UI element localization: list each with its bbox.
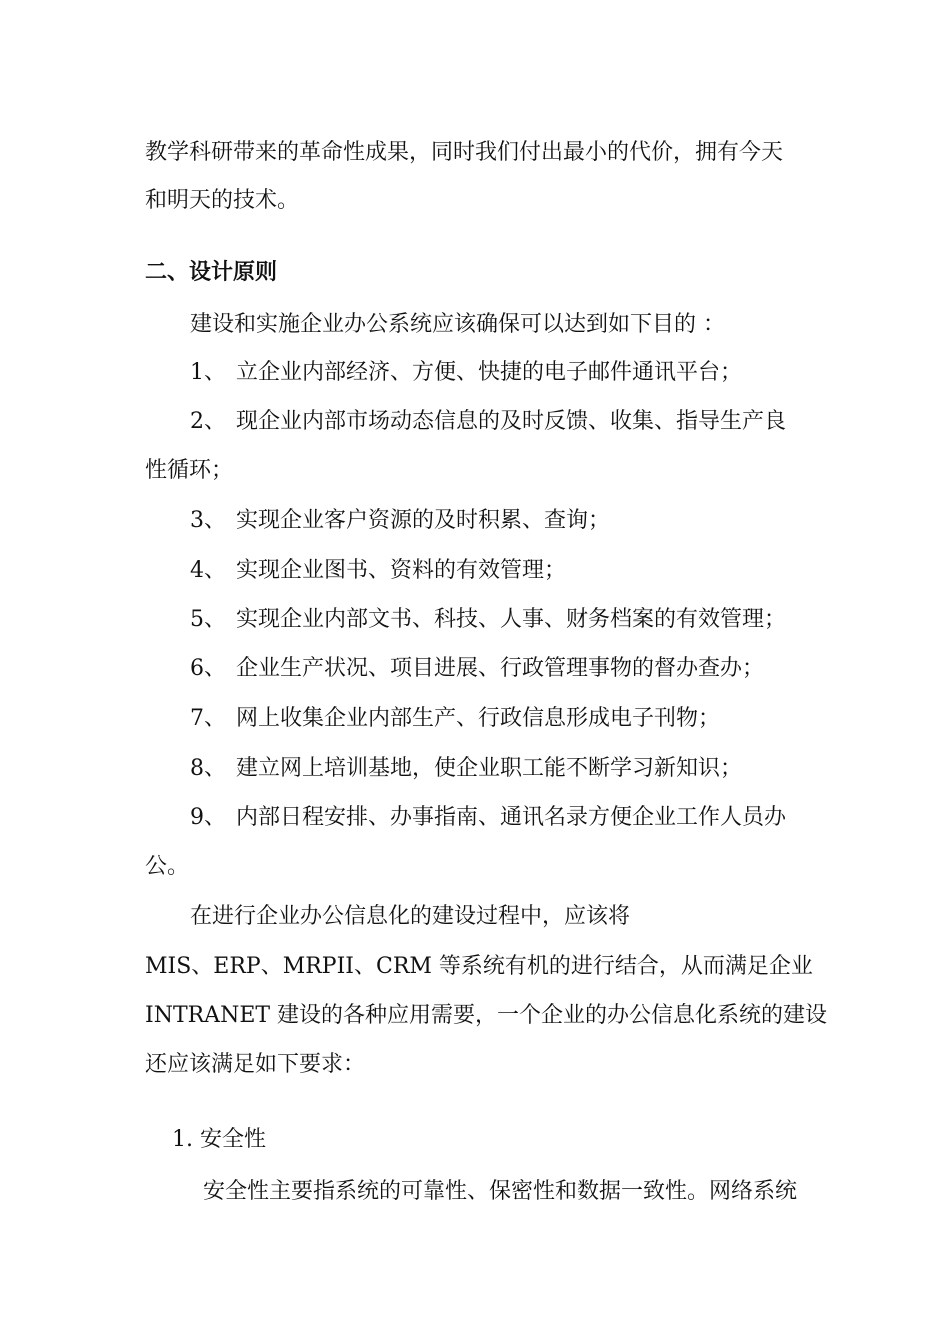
list-item-text: 立企业内部经济、方便、快捷的电子邮件通讯平台； <box>236 360 743 385</box>
list-item-number: 2、 <box>190 409 226 434</box>
list-item-text: 企业生产状况、项目进展、行政管理事物的督办查办； <box>236 656 765 681</box>
list-item-number: 9、 <box>190 805 226 830</box>
list-item-number: 6、 <box>190 656 226 681</box>
list-item-number: 7、 <box>190 706 226 731</box>
list-item-text: 内部日程安排、办事指南、通讯名录方便企业工作人员办 <box>236 805 787 830</box>
list-item-text: 实现企业内部文书、科技、人事、财务档案的有效管理； <box>236 607 787 632</box>
section-heading: 二、设计原则 <box>145 260 278 285</box>
list-item-number: 8、 <box>190 756 226 781</box>
paragraph-line: 在进行企业办公信息化的建设过程中，应该将 <box>190 904 631 929</box>
list-item <box>190 407 786 437</box>
section-lead: 建设和实施企业办公系统应该确保可以达到如下目的 ： <box>190 312 725 337</box>
list-item-number: 5、 <box>190 607 226 632</box>
list-item <box>190 704 720 734</box>
list-item-text: 实现企业客户资源的及时积累、查询； <box>236 508 611 533</box>
list-item-text: 现企业内部市场动态信息的及时反馈、收集、指导生产良 <box>236 409 787 434</box>
paragraph-line: 还应该满足如下要求： <box>145 1052 366 1077</box>
list-item <box>190 506 610 536</box>
list-item-text: 网上收集企业内部生产、行政信息形成电子刊物； <box>236 706 721 731</box>
list-item <box>190 605 786 635</box>
subsection-line-1: 安全性主要指系统的可靠性、保密性和数据一致性。网络系统 <box>203 1179 798 1204</box>
list-item <box>190 754 742 784</box>
list-item <box>190 556 566 586</box>
list-item-continuation: 性循环； <box>145 458 234 483</box>
subsection-heading: 1. 安全性 <box>172 1127 266 1152</box>
list-item-continuation: 公。 <box>145 854 190 879</box>
list-item-number: 4、 <box>190 558 226 583</box>
intro-line-2: 和明天的技术。 <box>145 188 300 213</box>
paragraph-line: INTRANET 建设的各种应用需要，一个企业的办公信息化系统的建设 <box>145 1003 828 1028</box>
paragraph-line: MIS、ERP、MRPII、CRM 等系统有机的进行结合，从而满足企业 <box>145 954 813 979</box>
intro-line-1: 教学科研带来的革命性成果，同时我们付出最小的代价，拥有今天 <box>145 140 784 165</box>
list-item-text: 实现企业图书、资料的有效管理； <box>236 558 567 583</box>
list-item-number: 3、 <box>190 508 226 533</box>
list-item-text: 建立网上培训基地，使企业职工能不断学习新知识； <box>236 756 743 781</box>
list-item <box>190 803 786 833</box>
list-item <box>190 654 764 684</box>
list-item-number: 1、 <box>190 360 226 385</box>
list-item <box>190 358 742 388</box>
